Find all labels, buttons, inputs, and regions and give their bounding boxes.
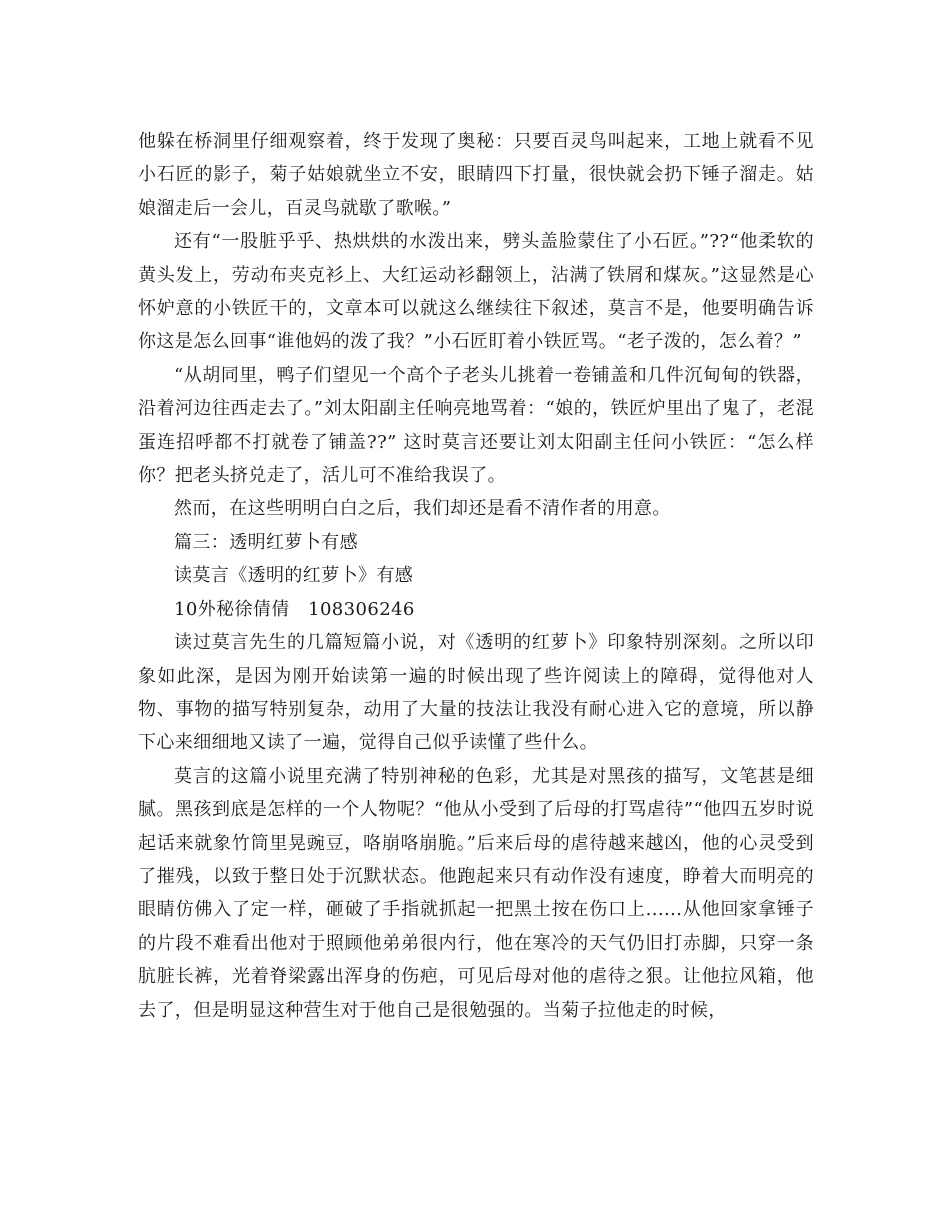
document-body bbox=[138, 125, 814, 1027]
paragraph-3: “从胡同里，鸭子们望见一个高个子老头儿挑着一卷铺盖和几件沉甸甸的铁器，沿着河边往西走去了。”刘太阳副主任响亮地骂着：“娘的，铁匠炉里出了鬼了，老混蛋连招呼都不打就卷了铺盖??” 这时莫言还要让刘太阳副主任问小铁匠：“怎么样你？把老头挤兑走了，活儿可不准给我误了。 bbox=[138, 364, 814, 487]
paragraph-2: 还有“一股脏乎乎、热烘烘的水泼出来，劈头盖脸蒙住了小石匠。”??“他柔软的黄头发上，劳动布夹克衫上、大红运动衫翻领上，沾满了铁屑和煤灰。”这显然是心怀妒意的小铁匠干的，文章本可以就这么继续往下叙述，莫言不是，他要明确告诉你这是怎么回事“谁他妈的泼了我？”小石匠盯着小铁匠骂。“老子泼的，怎么着？” bbox=[138, 231, 814, 353]
section-heading: 篇三：透明红萝卜有感 bbox=[174, 531, 358, 553]
author-line: 10外秘徐倩倩 108306246 bbox=[174, 598, 415, 620]
paragraph-4: 然而，在这些明明白白之后，我们却还是看不清作者的用意。 bbox=[174, 498, 671, 520]
paragraph-1: 他躲在桥洞里仔细观察着，终于发现了奥秘：只要百灵鸟叫起来，工地上就看不见小石匠的影子，菊子姑娘就坐立不安，眼睛四下打量，很快就会扔下锤子溜走。姑娘溜走后一会儿，百灵鸟就歇了歌喉。” bbox=[138, 131, 814, 219]
paragraph-6: 莫言的这篇小说里充满了特别神秘的色彩，尤其是对黑孩的描写，文笔甚是细腻。黑孩到底是怎样的一个人物呢？“他从小受到了后母的打骂虐待”“他四五岁时说起话来就象竹筒里晃豌豆，咯崩咯崩脆。”后来后母的虐待越来越凶，他的心灵受到了摧残，以致于整日处于沉默状态。他跑起来只有动作没有速度，睁着大而明亮的眼睛仿佛入了定一样，砸破了手指就抓起一把黑土按在伤口上......从他回家拿锤子的片段不难看出他对于照顾他弟弟很内行，他在寒冷的天气仍旧打赤脚，只穿一条肮脏长裤，光着脊梁露出浑身的伤疤，可见后母对他的虐待之狠。让他拉风箱，他去了，但是明显这种营生对于他自己是很勉强的。当菊子拉他走的时候， bbox=[138, 765, 814, 1021]
essay-title: 读莫言《透明的红萝卜》有感 bbox=[174, 565, 414, 587]
paragraph-5: 读过莫言先生的几篇短篇小说，对《透明的红萝卜》印象特别深刻。之所以印象如此深，是因为刚开始读第一遍的时候出现了些许阅读上的障碍，觉得他对人物、事物的描写特别复杂，动用了大量的技法让我没有耐心进入它的意境，所以静下心来细细地又读了一遍，觉得自己似乎读懂了些什么。 bbox=[138, 632, 814, 754]
